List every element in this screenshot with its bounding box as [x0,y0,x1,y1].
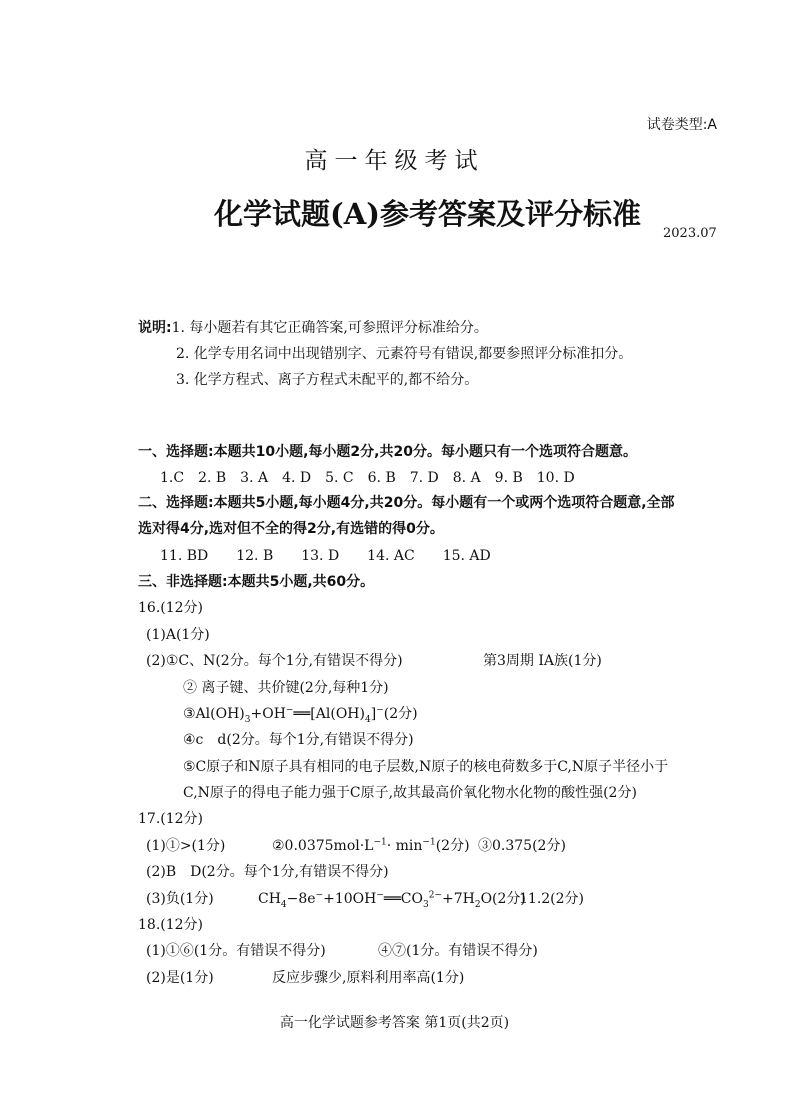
q17-eq-sup1: − [315,890,324,901]
q16-part2d: ④c d(2分。每个1分,有错误不得分) [183,732,414,748]
q17-rate-b: · min [386,838,423,854]
q16-eq-b: +OH [250,706,286,722]
q16-eq-sup2: − [376,705,384,716]
q17-eq-a: CH [258,891,281,907]
q16-eq-score: (2分) [383,706,418,722]
q16-part2e-line2: C,N原子的得电子能力强于C原子,故其最高价氧化物水化物的酸性强(2分) [183,785,637,801]
section1-answers: 1.C 2. B 3. A 4. D 5. C 6. B 7. D 8. A 9. B 10. D [160,470,575,486]
q16-eq-c: ══[Al(OH) [293,706,365,722]
q17-eq-sub3: 2 [474,899,481,910]
notes-line-1 [138,318,488,338]
q17-eq-sup2: − [376,890,384,901]
q16-part2a: (2)①C、N(2分。每个1分,有错误不得分) [146,653,403,669]
q17-rate-a: ②0.0375mol·L [272,838,374,854]
q17-eq-sub1: 4 [280,899,287,910]
q16-eq-sub2: 4 [364,714,371,725]
q18-title: 18.(12分) [138,917,204,933]
q16-part2e-line1: ⑤C原子和N原子具有相同的电子层数,N原子的核电荷数多于C,N原子半径小于 [183,759,669,775]
q17-eq-b: −8e [286,891,316,907]
q17-rate-sup1: −1 [373,837,387,848]
q16-eq-sup1: − [285,705,294,716]
section3-heading: 三、非选择题:本题共5小题,共60分。 [138,574,375,590]
section2-answers: 11. BD 12. B 13. D 14. AC 15. AD [160,548,491,564]
q18-part2a: (2)是(1分) [146,970,214,986]
q17-eq-sub2: 3 [422,899,429,910]
notes-item-3: 3. 化学方程式、离子方程式未配平的,都不给分。 [176,372,479,388]
q18-part2b: 反应步骤少,原料利用率高(1分) [272,970,465,986]
notes-label: 说明: [138,320,172,336]
q16-part2b: ② 离子键、共价键(2分,每种1分) [183,680,389,696]
exam-name: 高一年级考试 [304,148,485,174]
q17-eq-e: +7H [441,891,475,907]
section2-heading-line1: 二、选择题:本题共5小题,每小题4分,共20分。每小题有一个或两个选项符合题意,全部 [138,495,675,511]
q17-part3a: (3)负(1分) [146,891,214,907]
section2-heading-line2: 选对得4分,选对但不全的得2分,有选错的得0分。 [138,521,444,537]
q17-rate-sup2: −1 [422,837,436,848]
q16-eq-sub1: 3 [244,714,251,725]
page-footer: 高一化学试题参考答案 第1页(共2页) [279,1015,510,1031]
q16-part1: (1)A(1分) [146,627,210,643]
q16-eq-a: ③Al(OH) [183,706,245,722]
q17-eq-c: +10OH [323,891,377,907]
q16-part2a-period: 第3周期 ⅠA族(1分) [483,653,602,669]
q16-part2c-equation [183,704,418,724]
q17-part1a: (1)①>(1分) [146,838,226,854]
q17-part1b-rate [272,836,470,856]
q17-part2: (2)B D(2分。每个1分,有错误不得分) [146,864,389,880]
q17-part1c: ③0.375(2分) [478,838,566,854]
q16-eq-d: ] [370,706,377,722]
q17-part3b-equation [258,889,526,909]
q17-part3c: 11.2(2分) [519,891,585,907]
notes-item-2: 2. 化学专用名词中出现错别字、元素符号有错误,都要参照评分标准扣分。 [176,346,633,362]
q17-title: 17.(12分) [138,811,204,827]
notes-item-1: 1. 每小题若有其它正确答案,可参照评分标准给分。 [171,320,488,336]
q17-rate-score: (2分) [435,838,470,854]
q17-eq-f: O(2分) [480,891,526,907]
q18-part1a: (1)①⑥(1分。有错误不得分) [146,943,326,959]
paper-type-label: 试卷类型:A [646,117,717,133]
page-title: 化学试题(A)参考答案及评分标准 [214,197,641,231]
q17-eq-sup3: 2− [428,890,442,901]
q17-eq-d: ══CO [383,891,423,907]
exam-date: 2023.07 [663,226,717,241]
q18-part1b: ④⑦(1分。有错误不得分) [378,943,538,959]
section1-heading: 一、选择题:本题共10小题,每小题2分,共20分。每小题只有一个选项符合题意。 [138,444,637,460]
q16-title: 16.(12分) [138,600,204,616]
